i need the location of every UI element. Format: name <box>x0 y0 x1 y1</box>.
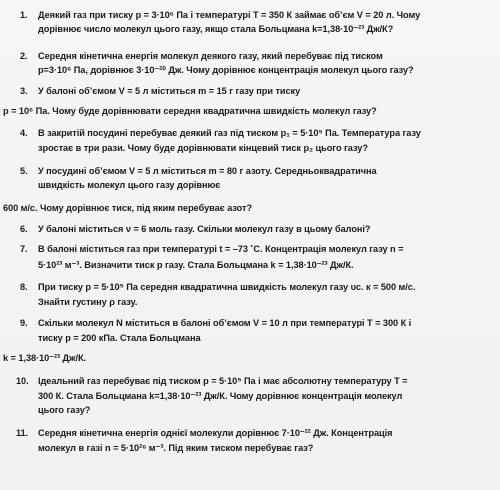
problem-5-number: 5. <box>20 166 28 176</box>
problem-6-line-1: У балоні міститься ν = 6 моль газу. Скільки молекул газу в цьому балоні? <box>38 224 371 234</box>
problem-9-line-3: k = 1,38·10⁻²³ Дж/К. <box>3 353 87 363</box>
problem-5-line-2: швидкість молекул цього газу дорівнює <box>38 180 221 190</box>
problem-4-number: 4. <box>20 128 28 138</box>
problem-7-number: 7. <box>20 244 28 254</box>
problem-11-number: 11. <box>16 428 29 438</box>
problem-3-number: 3. <box>20 86 28 96</box>
problem-5-line-3: 600 м/с. Чому дорівнює тиск, під яким перебуває азот? <box>3 203 253 213</box>
problem-10-line-1: Ідеальний газ перебуває під тиском p = 5·10⁵ Па і має абсолютну температуру Т = <box>38 376 408 386</box>
problem-10-line-2: 300 К. Стала Больцмана k=1,38·10⁻²³ Дж/К. Чому дорівнює концентрація молекул <box>38 391 403 401</box>
problem-9-line-1: Скільки молекул N міститься в балоні об’ємом V = 10 л при температурі Т = 300 К і <box>38 318 412 328</box>
problem-4-line-1: В закритій посудині перебуває деякий газ під тиском p₁ = 5·10⁵ Па. Температура газу <box>38 128 421 138</box>
problem-10-number: 10. <box>16 376 29 386</box>
problem-9-line-2: тиску p = 200 кПа. Стала Больцмана <box>38 333 201 343</box>
problem-7-line-2: 5·10²³ м⁻³. Визначити тиск p газу. Стала Больцмана k = 1,38·10⁻²³ Дж/К. <box>38 260 354 270</box>
problem-3-line-1: У балоні об’ємом V = 5 л міститься m = 15 г газу при тиску <box>38 86 301 96</box>
problem-9-number: 9. <box>20 318 28 328</box>
problem-7-line-1: В балоні міститься газ при температурі t = –73 ˚С. Концентрація молекул газу n = <box>38 244 404 254</box>
problem-8-line-1: При тиску p = 5·10⁵ Па середня квадратична швидкість молекул газу υс. к = 500 м/с. <box>38 282 416 292</box>
problem-1-line-2: дорівнює число молекул цього газу, якщо стала Больцмана k=1,38·10⁻²³ Дж/К? <box>38 24 394 34</box>
problem-4-line-2: зростає в три рази. Чому буде дорівнювати кінцевий тиск p₂ цього газу? <box>38 143 368 153</box>
problem-2-line-2: p=3·10⁶ Па, дорівнює 3·10⁻²⁰ Дж. Чому дорівнює концентрація молекул цього газу? <box>38 65 414 75</box>
problem-5-line-1: У посудині об’ємом V = 5 л міститься m = 80 г азоту. Середньоквадратична <box>38 166 377 176</box>
problem-3-line-2: p = 10⁶ Па. Чому буде дорівнювати середня квадратична швидкість молекул газу? <box>3 106 377 116</box>
problem-8-line-2: Знайти густину ρ газу. <box>38 297 138 307</box>
problem-11-line-1: Середня кінетична енергія однієї молекули дорівнює 7·10⁻²² Дж. Концентрація <box>38 428 393 438</box>
problem-2-number: 2. <box>20 51 28 61</box>
problem-2-line-1: Середня кінетична енергія молекул деякого газу, який перебуває під тиском <box>38 51 383 61</box>
problem-1-line-1: Деякий газ при тиску p = 3·10⁶ Па і температурі Т = 350 К займає об’єм V = 20 л. Чому <box>38 10 421 20</box>
problem-1-number: 1. <box>20 10 28 20</box>
problem-8-number: 8. <box>20 282 28 292</box>
problem-10-line-3: цього газу? <box>38 405 91 415</box>
problem-6-number: 6. <box>20 224 28 234</box>
problem-11-line-2: молекул в газі n = 5·10²⁶ м⁻³. Під яким тиском перебуває газ? <box>38 443 314 453</box>
